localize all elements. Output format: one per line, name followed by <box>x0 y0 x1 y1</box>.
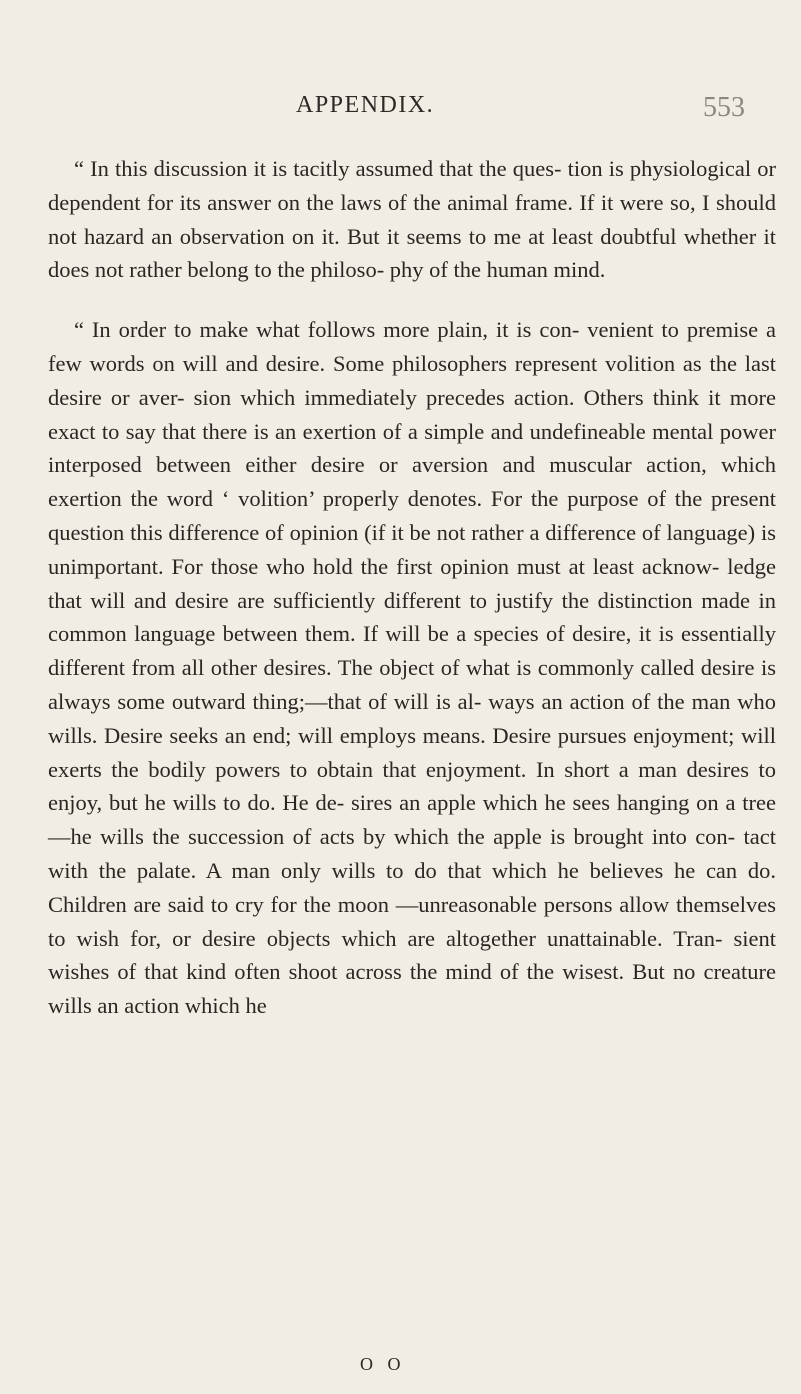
running-title: APPENDIX. <box>296 92 435 118</box>
page-number: 553 <box>703 92 745 123</box>
running-head <box>0 92 801 122</box>
paragraph-1: “ In this discussion it is tacitly assumed that the ques- tion is physiological or dependent for its answer on the laws of the animal frame. If it were so, I should not hazard an observation on it. But it seems to me at least doubtful whether it does not rather belong to the philoso- phy of the human mind. <box>48 156 776 283</box>
body-text <box>48 152 776 1023</box>
printer-signature: O O <box>360 1354 406 1374</box>
paragraph-2: “ In order to make what follows more plain, it is con- venient to premise a few words on will and desire. Some philosophers represent volition as the last desire or aver- sion which immediately precedes action. Others think it more exact to say that there is an exertion of a simple and undefineable mental power interposed between either desire or aversion and muscular action, which exertion the word ‘ volition’ properly denotes. For the purpose of the present question this difference of opinion (if it be not rather a difference of language) is unimportant. For those who hold the first opinion must at least acknow- ledge that will and desire are sufficiently different to justify the distinction made in common language between them. If will be a species of desire, it is essentially different from all other desires. The object of what is commonly called desire is always some outward thing;—that of will is al- ways an action of the man who wills. Desire seeks an end; will employs means. Desire pursues enjoyment; will exerts the bodily powers to obtain that enjoyment. In short a man desires to enjoy, but he wills to do. He de- sires an apple which he sees hanging on a tree—he wills the succession of acts by which the apple is brought into con- tact with the palate. A man only wills to do that which he believes he can do. Children are said to cry for the moon —unreasonable persons allow themselves to wish for, or desire objects which are altogether unattainable. Tran- sient wishes of that kind often shoot across the mind of the wisest. But no creature wills an action which he <box>48 317 776 1019</box>
